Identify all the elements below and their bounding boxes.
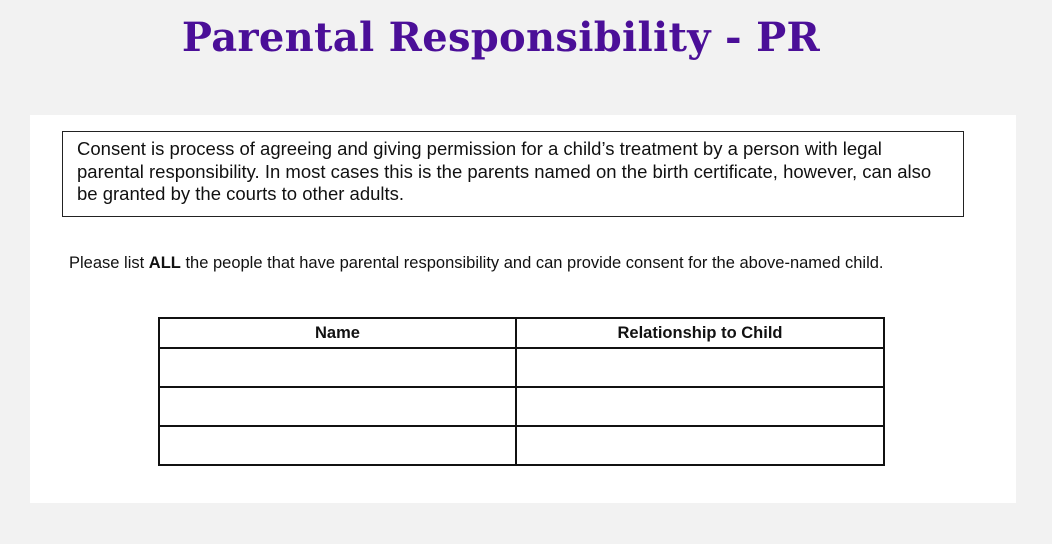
instruction-emphasis: ALL <box>148 254 181 272</box>
name-cell[interactable] <box>159 387 516 426</box>
relationship-cell[interactable] <box>516 387 884 426</box>
header-name: Name <box>159 318 516 348</box>
instruction-prefix: Please list <box>69 254 149 272</box>
instruction-text <box>69 254 884 273</box>
header-relationship: Relationship to Child <box>516 318 884 348</box>
consent-info-box: Consent is process of agreeing and giving permission for a child’s treatment by a person with legal parental responsibility. In most cases this is the parents named on the birth certificate, however, can also be granted by the courts to other adults. <box>62 131 964 217</box>
relationship-cell[interactable] <box>516 348 884 387</box>
page-title: Parental Responsibility - PR <box>181 14 821 61</box>
name-cell[interactable] <box>159 348 516 387</box>
instruction-suffix: the people that have parental responsibility and can provide consent for the above-named child. <box>180 254 884 272</box>
table-row <box>159 387 884 426</box>
name-cell[interactable] <box>159 426 516 465</box>
document-panel <box>30 115 1016 503</box>
relationship-cell[interactable] <box>516 426 884 465</box>
table-row <box>159 426 884 465</box>
parental-responsibility-table <box>158 317 885 466</box>
table-row <box>159 348 884 387</box>
table-header-row <box>159 318 884 348</box>
